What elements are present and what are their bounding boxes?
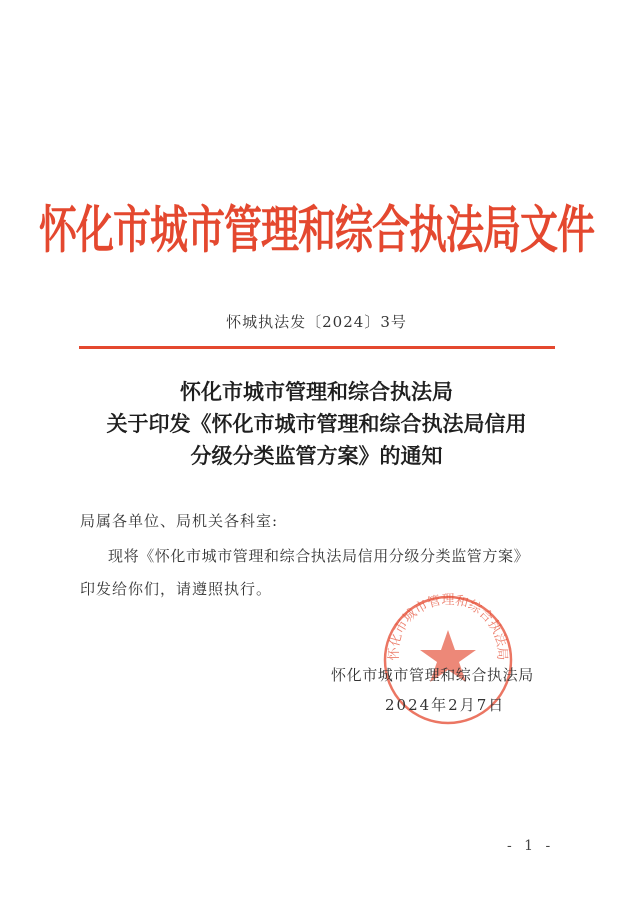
title-line-2: 关于印发《怀化市城市管理和综合执法局信用	[106, 412, 527, 436]
seal-text-path: 怀化市城市管理和综合执法局	[386, 593, 510, 661]
issue-date: 2024年2月7日	[385, 696, 506, 714]
masthead-title: 怀化市城市管理和综合执法局文件	[38, 200, 594, 260]
red-divider-line	[79, 346, 555, 349]
notice-title	[0, 376, 633, 472]
body-text-line-1: 现将《怀化市城市管理和综合执法局信用分级分类监管方案》	[108, 547, 530, 565]
issuer-name: 怀化市城市管理和综合执法局	[331, 666, 534, 684]
salutation: 局属各单位、局机关各科室:	[80, 512, 279, 530]
body-text-line-2: 印发给你们，请遵照执行。	[80, 580, 273, 598]
title-line-1: 怀化市城市管理和综合执法局	[180, 380, 453, 404]
document-number: 怀城执法发〔2024〕3号	[226, 313, 407, 331]
title-line-3: 分级分类监管方案》的通知	[190, 444, 443, 468]
page-number: - 1 -	[507, 838, 555, 854]
